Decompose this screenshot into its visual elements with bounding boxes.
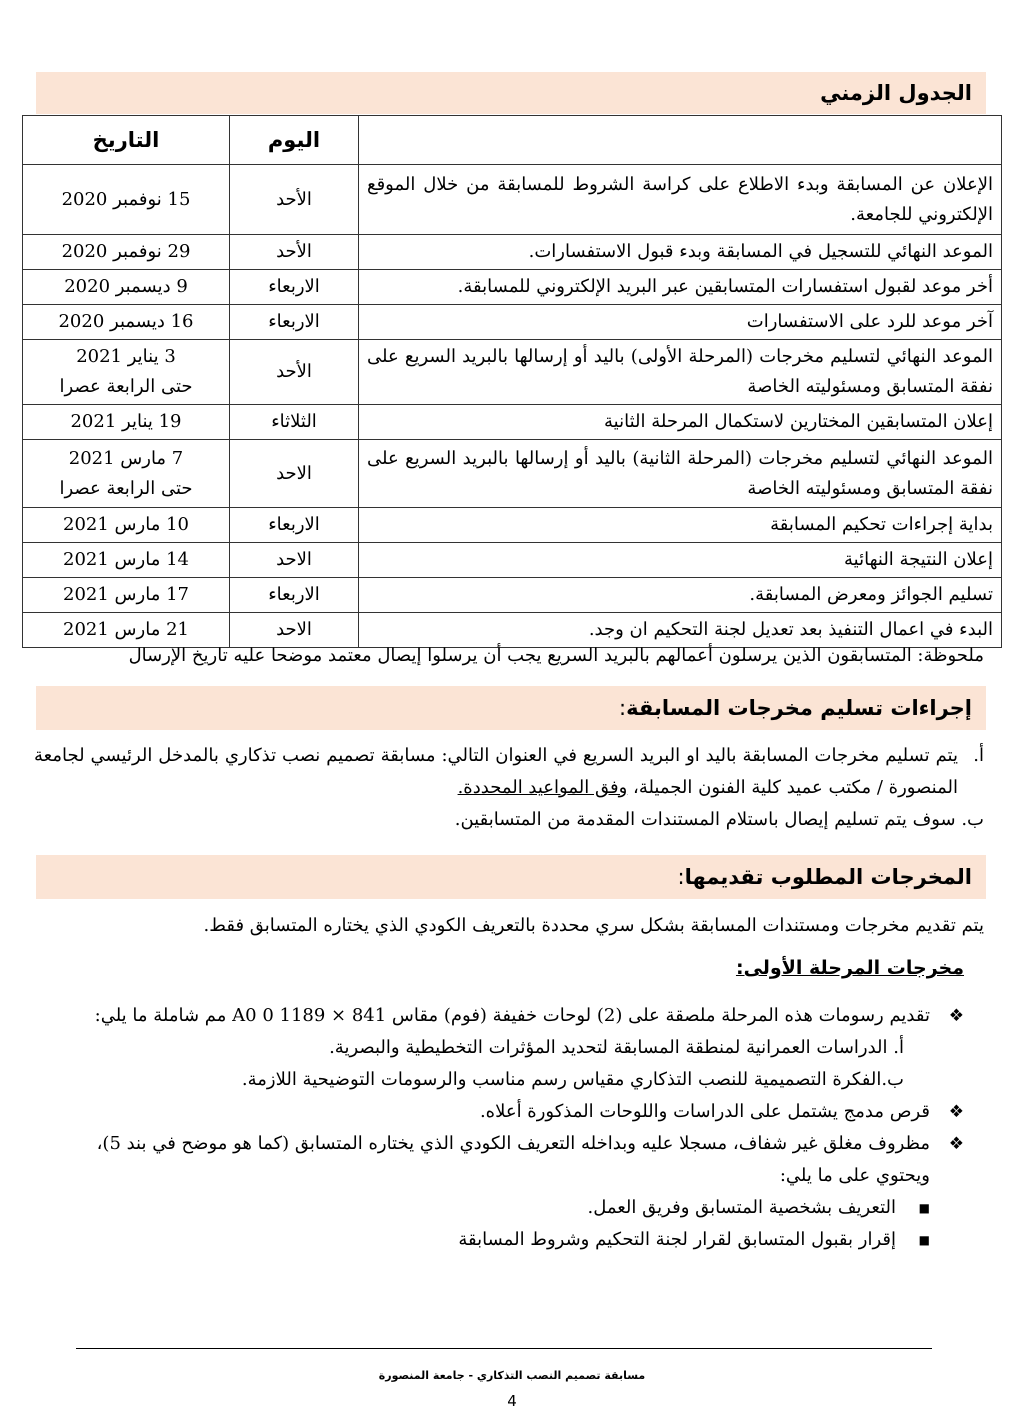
item-marker: أ. (973, 745, 984, 766)
day-cell: الأحد (230, 340, 359, 405)
event-cell: الإعلان عن المسابقة وبدء الاطلاع على كراسة الشروط للمسابقة من خلال الموقع الإلكتروني للجامعة. (359, 165, 1002, 235)
table-row (23, 165, 1002, 235)
table-row (23, 235, 1002, 270)
date-cell: 17 مارس 2021 (23, 578, 230, 613)
day-cell: الاحد (230, 543, 359, 578)
schedule-header-row (23, 116, 1002, 165)
diamond-bullet-icon: ❖ (948, 1006, 964, 1026)
schedule-table (22, 115, 1002, 648)
date-note: حتى الرابعة عصرا (59, 477, 193, 499)
procedures-heading-band (36, 686, 986, 730)
event-cell: إعلان المتسابقين المختارين لاستكمال المرحلة الثانية (359, 405, 1002, 440)
date-cell: 9 ديسمبر 2020 (23, 270, 230, 305)
date-value: 3 يناير 2021 (76, 346, 176, 367)
event-cell: آخر موعد للرد على الاستفسارات (359, 305, 1002, 340)
day-cell: الاربعاء (230, 578, 359, 613)
procedure-item-b: ب. سوف يتم تسليم إيصال باستلام المستندات المقدمة من المتسابقين. (454, 809, 984, 830)
date-value: 7 مارس 2021 (68, 447, 184, 469)
phase1-heading: مخرجات المرحلة الأولى: (735, 957, 964, 979)
date-cell: 16 ديسمبر 2020 (23, 305, 230, 340)
table-row (23, 340, 1002, 405)
date-note: حتى الرابعة عصرا (59, 376, 193, 397)
date-cell: 29 نوفمبر 2020 (23, 235, 230, 270)
schedule-note: ملحوظة: المتسابقون الذين يرسلون أعمالهم بالبريد السريع يجب أن يرسلوا إيصال معتمد موضحا عليه تاريخ الإرسال (128, 645, 984, 666)
day-cell: الاربعاء (230, 305, 359, 340)
day-cell: الاربعاء (230, 508, 359, 543)
item-a-text: يتم تسليم مخرجات المسابقة باليد او البريد السريع في العنوان التالي: مسابقة تصميم نصب تذكاري بالمدخل الرئيسي لجامعة المنصورة / مكتب عميد كلية الفنون الجميلة، (34, 745, 958, 798)
date-cell: 15 نوفمبر 2020 (23, 165, 230, 235)
square-bullet-icon: ■ (918, 1233, 930, 1247)
schedule-heading: الجدول الزمني (820, 81, 972, 105)
outputs-list (44, 1000, 964, 1256)
bullet-text: التعريف بشخصية المتسابق وفريق العمل. (587, 1197, 896, 1218)
sub-item-a: أ. الدراسات العمرانية لمنطقة المسابقة لتحديد المؤثرات التخطيطية والبصرية. (329, 1037, 904, 1058)
list-item (44, 1128, 964, 1192)
day-cell: الاحد (230, 613, 359, 648)
table-row (23, 405, 1002, 440)
bullet-text: قرص مدمج يشتمل على الدراسات واللوحات المذكورة أعلاه. (479, 1101, 930, 1122)
event-cell: بداية إجراءات تحكيم المسابقة (359, 508, 1002, 543)
event-cell: الموعد النهائي لتسليم مخرجات (المرحلة الأولى) باليد أو إرسالها بالبريد السريع على نفقة المتسابق ومسئوليته الخاصة (359, 340, 1002, 405)
table-row (23, 543, 1002, 578)
date-cell (23, 440, 230, 508)
day-cell: الاحد (230, 440, 359, 508)
procedure-item-a (34, 740, 984, 804)
date-cell (23, 340, 230, 405)
table-row (23, 578, 1002, 613)
square-bullet-icon: ■ (918, 1201, 930, 1215)
bullet-text: إقرار بقبول المتسابق لقرار لجنة التحكيم وشروط المسابقة (458, 1229, 896, 1250)
event-cell: تسليم الجوائز ومعرض المسابقة. (359, 578, 1002, 613)
outputs-heading: المخرجات المطلوب تقديمها (684, 865, 972, 889)
outputs-colon: : (677, 865, 685, 889)
list-item (44, 1192, 930, 1224)
outputs-heading-band (36, 855, 986, 899)
item-text (34, 740, 958, 804)
sub-item-b: ب.الفكرة التصميمية للنصب التذكاري مقياس رسم مناسب والرسومات التوضيحية اللازمة. (241, 1069, 904, 1090)
bullet-text: تقديم رسومات هذه المرحلة ملصقة على (2) لوحات خفيفة (فوم) مقاس A0 0 1189 × 841 مم شاملة ما يلي: (94, 1005, 930, 1026)
diamond-bullet-icon: ❖ (948, 1134, 964, 1154)
date-cell: 10 مارس 2021 (23, 508, 230, 543)
day-cell: الاربعاء (230, 270, 359, 305)
procedures-heading: إجراءات تسليم مخرجات المسابقة (626, 696, 972, 720)
outputs-intro: يتم تقديم مخرجات ومستندات المسابقة بشكل سري محددة بالتعريف الكودي الذي يختاره المتسابق فقط. (203, 915, 984, 936)
footer-text: مسابقة تصميم النصب التذكاري - جامعة المنصورة (378, 1369, 646, 1382)
list-item (44, 1224, 930, 1256)
list-item (44, 1000, 964, 1032)
schedule-heading-band (36, 72, 986, 114)
date-cell: 14 مارس 2021 (23, 543, 230, 578)
date-cell: 19 يناير 2021 (23, 405, 230, 440)
event-cell: إعلان النتيجة النهائية (359, 543, 1002, 578)
table-row (23, 508, 1002, 543)
event-cell: الموعد النهائي للتسجيل في المسابقة وبدء قبول الاستفسارات. (359, 235, 1002, 270)
day-cell: الأحد (230, 165, 359, 235)
list-item (44, 1096, 964, 1128)
event-cell: البدء في اعمال التنفيذ بعد تعديل لجنة التحكيم ان وجد. (359, 613, 1002, 648)
diamond-bullet-icon: ❖ (948, 1102, 964, 1122)
header-event (359, 116, 1002, 165)
table-row (23, 270, 1002, 305)
header-day: اليوم (230, 116, 359, 165)
table-row (23, 305, 1002, 340)
header-date: التاريخ (23, 116, 230, 165)
table-row (23, 440, 1002, 508)
day-cell: الأحد (230, 235, 359, 270)
date-cell: 21 مارس 2021 (23, 613, 230, 648)
bullet-text: مظروف مغلق غير شفاف، مسجلا عليه وبداخله التعريف الكودي الذي يختاره المتسابق (كما هو موضح في بند 5)، ويحتوي على ما يلي: (96, 1133, 930, 1186)
item-a-underlined: وفق المواعيد المحددة. (457, 777, 628, 798)
footer-divider (76, 1348, 932, 1349)
procedures-list (34, 740, 984, 836)
event-cell: أخر موعد لقبول استفسارات المتسابقين عبر البريد الإلكتروني للمسابقة. (359, 270, 1002, 305)
event-cell: الموعد النهائي لتسليم مخرجات (المرحلة الثانية) باليد أو إرسالها بالبريد السريع على نفقة المتسابق ومسئوليته الخاصة (359, 440, 1002, 508)
page-number: 4 (507, 1392, 517, 1410)
day-cell: الثلاثاء (230, 405, 359, 440)
procedures-colon: : (619, 696, 627, 720)
